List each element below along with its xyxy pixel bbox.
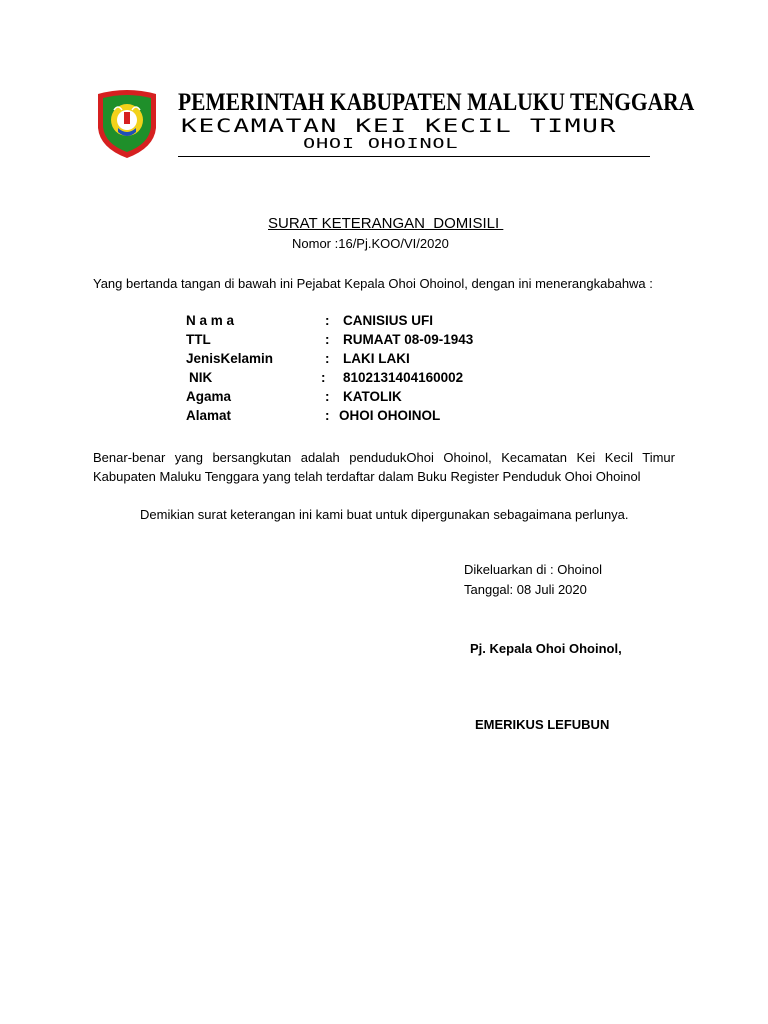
identity-label: TTL (186, 332, 211, 347)
identity-colon: : (325, 408, 330, 423)
header-district-title: KECAMATAN KEI KECIL TIMUR (181, 115, 618, 137)
identity-colon: : (325, 332, 330, 347)
identity-label: Agama (186, 389, 232, 404)
letter-title: SURAT KETERANGAN DOMISILI (268, 215, 504, 232)
identity-colon: : (325, 389, 330, 404)
identity-colon: : (321, 370, 326, 385)
identity-value: 8102131404160002 (343, 370, 464, 385)
identity-colon: : (325, 313, 330, 328)
intro-text: Yang bertanda tangan di bawah ini Pejabat Kepala Ohoi Ohoinol, dengan ini menerangkabahwa : (93, 276, 653, 291)
issued-place: Dikeluarkan di : Ohoinol (464, 562, 603, 577)
body-line-2: Kabupaten Maluku Tenggara yang telah terdaftar dalam Buku Register Penduduk Ohoi Ohoinol (93, 469, 641, 484)
identity-value: LAKI LAKI (343, 351, 410, 366)
issued-date: Tanggal: 08 Juli 2020 (464, 582, 587, 597)
header-village-title: OHOI OHOINOL (303, 136, 459, 152)
regency-emblem-icon (94, 88, 160, 160)
identity-value: CANISIUS UFI (343, 313, 434, 328)
header-government-title: PEMERINTAH KABUPATEN MALUKU TENGGARA (178, 89, 695, 116)
body-paragraph (93, 448, 675, 486)
header-divider (178, 156, 650, 157)
identity-label: NIK (189, 370, 213, 385)
identity-label: Alamat (186, 408, 232, 423)
identity-label: JenisKelamin (186, 351, 274, 366)
identity-value: OHOI OHOINOL (339, 408, 441, 423)
letter-number: Nomor :16/Pj.KOO/VI/2020 (292, 236, 449, 251)
signer-position: Pj. Kepala Ohoi Ohoinol, (470, 641, 622, 656)
body-line-1: Benar-benar yang bersangkutan adalah pendudukOhoi Ohoinol, Kecamatan Kei Kecil Timur (93, 450, 675, 465)
identity-colon: : (325, 351, 330, 366)
closing-text: Demikian surat keterangan ini kami buat untuk dipergunakan sebagaimana perlunya. (140, 507, 629, 522)
identity-label: N a m a (186, 313, 235, 328)
signer-name: EMERIKUS LEFUBUN (475, 717, 610, 732)
identity-value: RUMAAT 08-09-1943 (343, 332, 474, 347)
identity-value: KATOLIK (343, 389, 402, 404)
